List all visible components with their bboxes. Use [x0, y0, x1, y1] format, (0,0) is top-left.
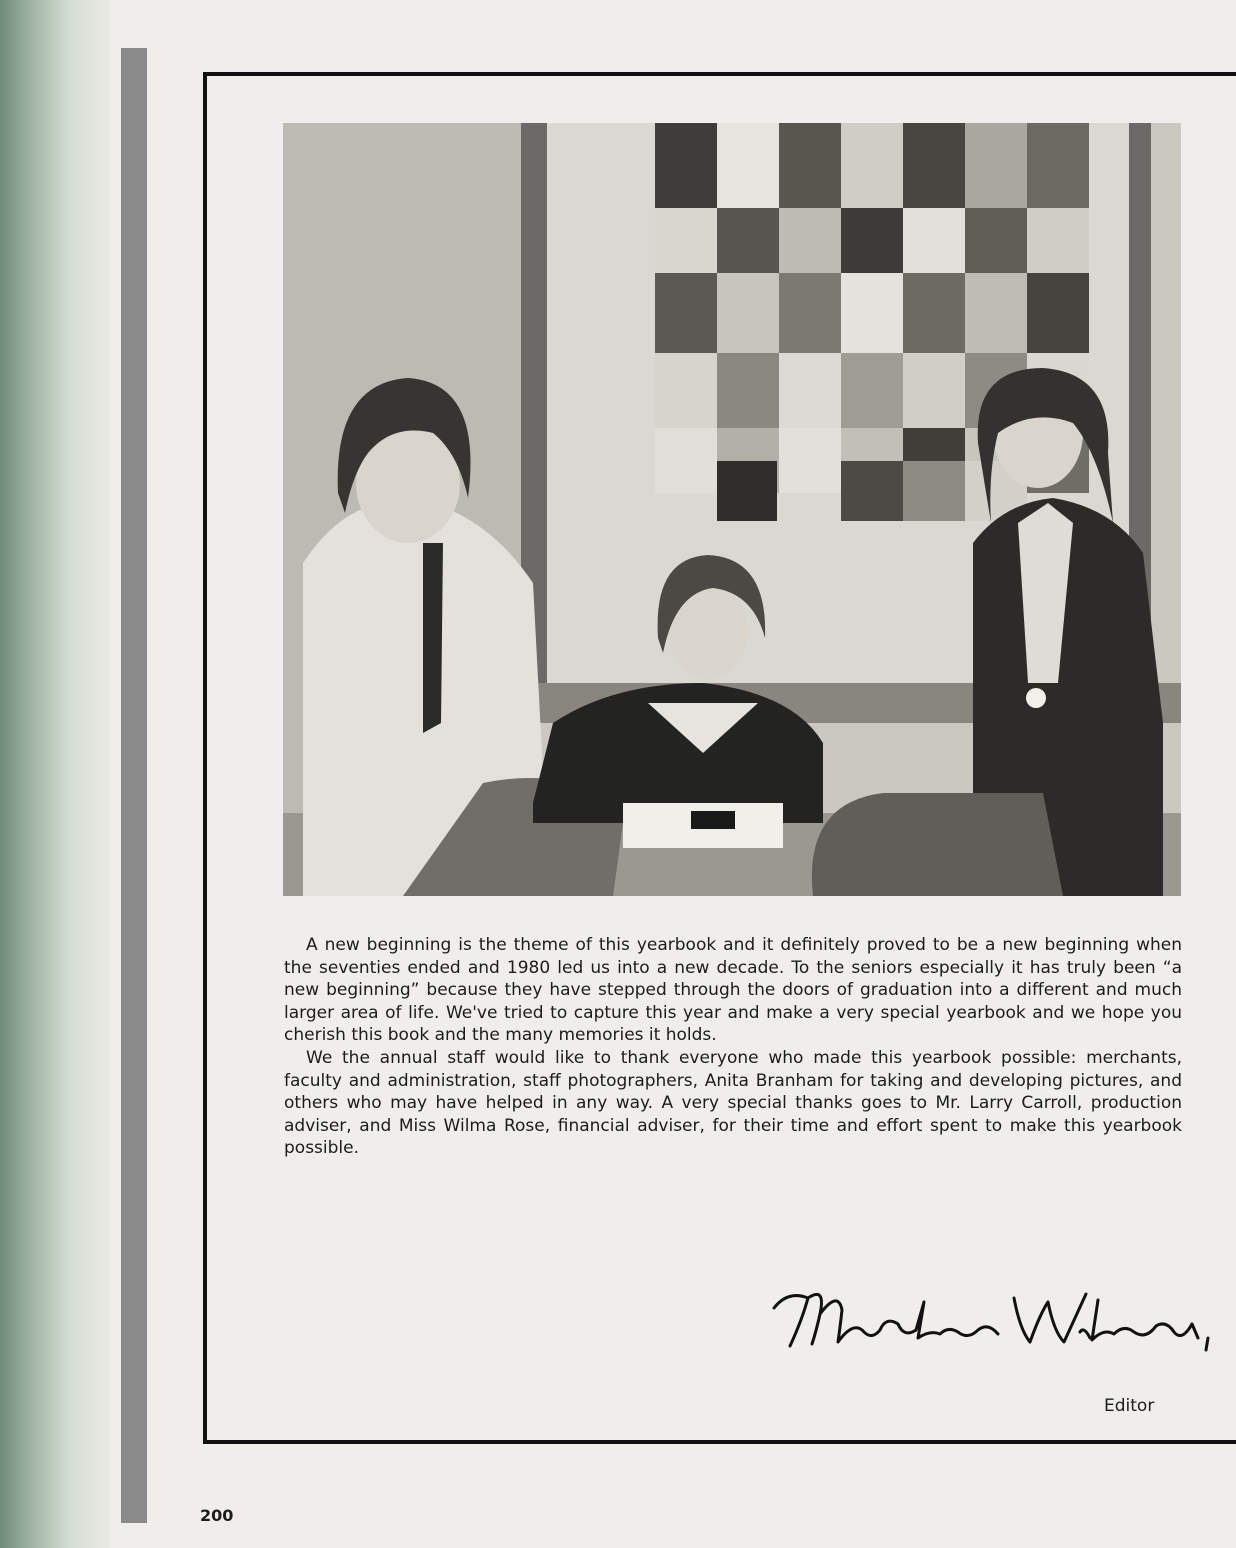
binding-shadow [0, 0, 110, 1548]
intro-paragraph: A new beginning is the theme of this yearbook and it definitely proved to be a new beginning when the seventies ended and 1980 led us into a new decade. To the seniors especially it has truly been “a new beginning” because they have stepped through the doors of graduation into a different and much larger area of life. We've tried to capture this year and make a very special yearbook and we hope you cherish this book and the many memories it holds. [284, 935, 1182, 1046]
page-number: 200 [200, 1506, 234, 1525]
margin-bar [121, 48, 147, 1523]
editor-label: Editor [1104, 1396, 1155, 1416]
staff-photo [283, 123, 1181, 896]
thanks-paragraph: We the annual staff would like to thank everyone who made this yearbook possible: merchants, faculty and administration, staff photographers, Anita Branham for taking and developing pictures, and others who may have helped in any way. A very special thanks goes to Mr. Larry Carroll, production adviser, and Miss Wilma Rose, financial adviser, for their time and effort spent to make this yearbook possible. [284, 1047, 1182, 1159]
editor-signature [768, 1280, 1218, 1360]
body-text [284, 934, 1182, 1160]
